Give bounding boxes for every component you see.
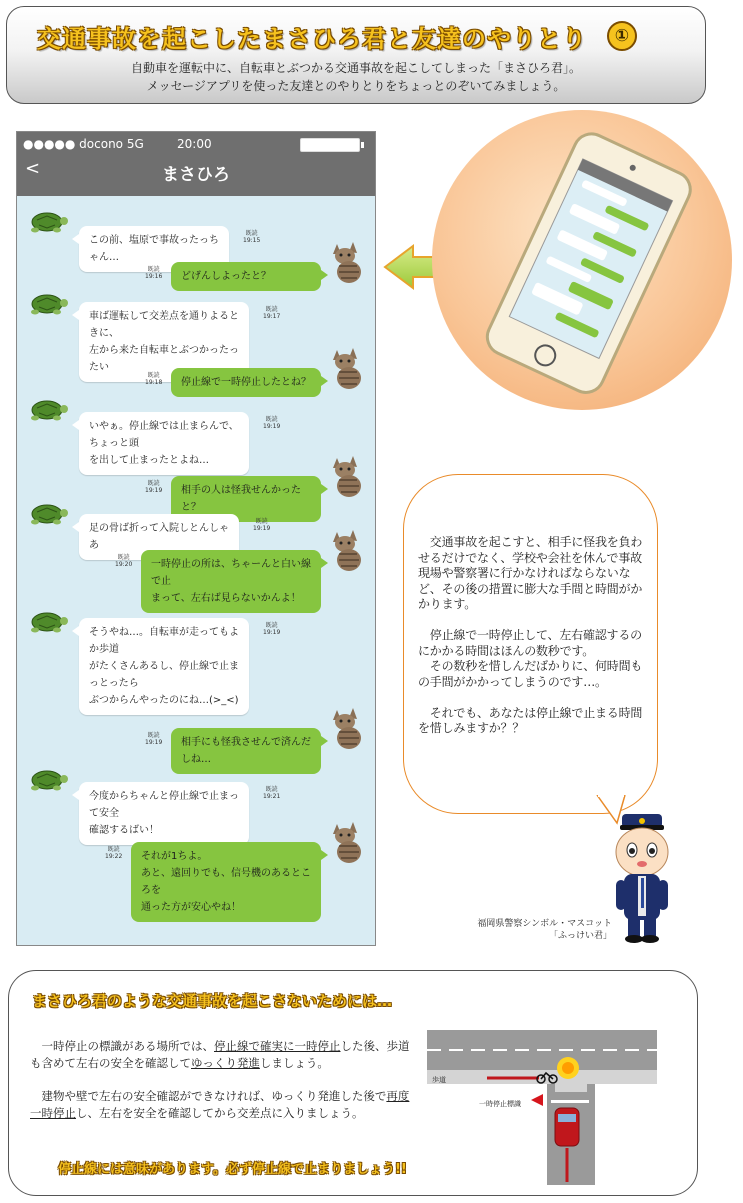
message-read-time: 既読 19:19 bbox=[145, 732, 163, 746]
prevention-title: まさひろ君のような交通事故を起こさないためには… bbox=[32, 992, 393, 1010]
turtle-avatar-icon bbox=[25, 610, 69, 636]
status-time: 20:00 bbox=[177, 137, 212, 151]
message-line: まって、左右ば見らないかんよ！ bbox=[151, 593, 301, 604]
battery-icon bbox=[300, 138, 360, 152]
page-title: 交通事故を起こしたまさひろ君と友達のやりとり bbox=[37, 25, 587, 53]
p1-text-a: 一時停止の標識がある場所では、 bbox=[30, 1039, 214, 1053]
episode-badge: ① bbox=[607, 21, 637, 51]
mascot-caption-line1: 福岡県警察シンボル・マスコット bbox=[477, 919, 612, 929]
message-line: 左から来た自転車とぶつかったったい bbox=[89, 345, 239, 373]
sidewalk-label: 歩道 bbox=[432, 1076, 446, 1084]
cat-avatar-icon bbox=[329, 706, 365, 750]
turtle-avatar-icon bbox=[25, 502, 69, 528]
status-carrier: ●●●●● docono 5G bbox=[23, 137, 144, 151]
callout-text bbox=[418, 535, 646, 752]
message-read-time: 既読 19:19 bbox=[145, 480, 163, 494]
callout-paragraph-2a: 停止線で一時停止して、左右確認するのにかかる時間はほんの数秒です。 bbox=[418, 628, 642, 658]
chat-title: まさひろ bbox=[162, 165, 230, 185]
message-line: 停止線で一時停止したとね？ bbox=[181, 377, 311, 388]
message-sent bbox=[171, 262, 321, 291]
message-read-time: 既読 19:19 bbox=[253, 518, 271, 532]
p1-text-c: しましょう。 bbox=[259, 1056, 329, 1070]
turtle-avatar-icon bbox=[25, 210, 69, 236]
prevention-slogan: 停止線には意味があります。必ず停止線で止まりましょう!! bbox=[58, 1162, 407, 1177]
p1-underline-stop: 停止線で確実に一時停止 bbox=[214, 1039, 341, 1053]
message-read-time: 既読 19:15 bbox=[243, 230, 261, 244]
turtle-avatar-icon bbox=[25, 292, 69, 318]
callout-paragraph-1: 交通事故を起こすと、相手に怪我を負わせるだけでなく、学校や会社を休んで事故現場や警察署に行かなければならないなど、その後の措置に膨大な手間と時間がかかります。 bbox=[418, 535, 643, 611]
p1-text-b: した後、歩道も含めて左右の安全を確認して bbox=[30, 1039, 410, 1070]
message-received bbox=[79, 782, 249, 845]
message-line: この前、塩原で事故ったっちゃん… bbox=[89, 235, 219, 263]
prevention-paragraph-1 bbox=[30, 1038, 412, 1072]
cat-avatar-icon bbox=[329, 346, 365, 390]
mascot-caption bbox=[440, 918, 612, 942]
callout-paragraph-2b: その数秒を惜しんだばかりに、何時間もの手間がかかってしまうのです…。 bbox=[418, 659, 643, 689]
turtle-avatar-icon bbox=[25, 768, 69, 794]
p1-underline-slow-start: ゆっくり発進 bbox=[191, 1056, 260, 1070]
message-line: 今度からちゃんと停止線で止まって安全 bbox=[89, 791, 239, 819]
mascot-caption-line2: 「ふっけい君」 bbox=[548, 931, 612, 941]
message-sent bbox=[171, 368, 321, 397]
smartphone-illustration bbox=[432, 110, 732, 410]
message-received bbox=[79, 412, 249, 475]
back-button[interactable]: < bbox=[25, 158, 41, 179]
message-line: それが1ちよ。 bbox=[141, 851, 208, 862]
banner-subtitle-line1: 自動車を運転中に、自転車とぶつかる交通事故を起こしてしまった「まさひろ君」。 bbox=[130, 61, 581, 75]
cat-avatar-icon bbox=[329, 454, 365, 498]
message-line: 確認するばい！ bbox=[89, 825, 159, 836]
cat-avatar-icon bbox=[329, 240, 365, 284]
message-line: 相手の人は怪我せんかったと？ bbox=[181, 485, 301, 513]
message-read-time: 既読 19:16 bbox=[145, 266, 163, 280]
header-banner bbox=[6, 6, 706, 104]
message-line: そうやね…。自転車が走ってもよか歩道 bbox=[89, 627, 239, 655]
p2-text-a: 建物や壁で左右の安全確認ができなければ、ゆっくり発進した後で bbox=[30, 1089, 387, 1103]
message-line: 車ば運転して交差点を通りよるときに、 bbox=[89, 311, 239, 339]
message-line: 一時停止の所は、ちゃーんと白い線で止 bbox=[151, 559, 311, 587]
message-read-time: 既読 19:21 bbox=[263, 786, 281, 800]
message-line: ぶつからんやったのにね…(>_<) bbox=[89, 695, 239, 706]
message-line: あと、遠回りでも、信号機のあるところを bbox=[141, 868, 311, 896]
p2-text-b: し、左右を安全を確認してから交差点に入りましょう。 bbox=[76, 1106, 364, 1120]
message-sent bbox=[141, 550, 321, 613]
chat-header-bar bbox=[17, 132, 375, 196]
message-line: どげんしよったと？ bbox=[181, 271, 271, 282]
callout-paragraph-3: それでも、あなたは停止線で止まる時間を惜しみますか？？ bbox=[418, 705, 643, 735]
message-read-time: 既読 19:19 bbox=[263, 622, 281, 636]
message-line: を出して止まったとよね… bbox=[89, 455, 209, 466]
banner-subtitle-line2: メッセージアプリを使った友達とのやりとりをちょっとのぞいてみましょう。 bbox=[146, 79, 566, 93]
turtle-avatar-icon bbox=[25, 398, 69, 424]
message-read-time: 既読 19:20 bbox=[115, 554, 133, 568]
message-read-time: 既読 19:18 bbox=[145, 372, 163, 386]
message-read-time: 既読 19:19 bbox=[263, 416, 281, 430]
message-sent bbox=[171, 728, 321, 774]
message-line: がたくさんあるし、停止線で止まっとったら bbox=[89, 661, 239, 689]
prevention-paragraph-2 bbox=[30, 1088, 412, 1122]
cat-avatar-icon bbox=[329, 820, 365, 864]
message-line: 足の骨ば折って入院しとんしゃあ bbox=[89, 523, 229, 551]
message-read-time: 既読 19:22 bbox=[105, 846, 123, 860]
message-line: いやぁ。停止線では止まらんで、ちょっと頭 bbox=[89, 421, 239, 449]
chat-screen bbox=[16, 131, 376, 946]
message-sent bbox=[131, 842, 321, 922]
p2-underline-restop: 再度一時停止 bbox=[30, 1089, 410, 1120]
message-line: 通った方が安心やね！ bbox=[141, 902, 241, 913]
message-read-time: 既読 19:17 bbox=[263, 306, 281, 320]
police-mascot-icon bbox=[612, 812, 672, 944]
cat-avatar-icon bbox=[329, 528, 365, 572]
message-line: 相手にも怪我させんで済んだしね… bbox=[181, 737, 311, 765]
intersection-diagram bbox=[427, 1030, 657, 1185]
stop-sign-label: 一時停止標識 bbox=[479, 1100, 521, 1108]
message-received bbox=[79, 618, 249, 715]
